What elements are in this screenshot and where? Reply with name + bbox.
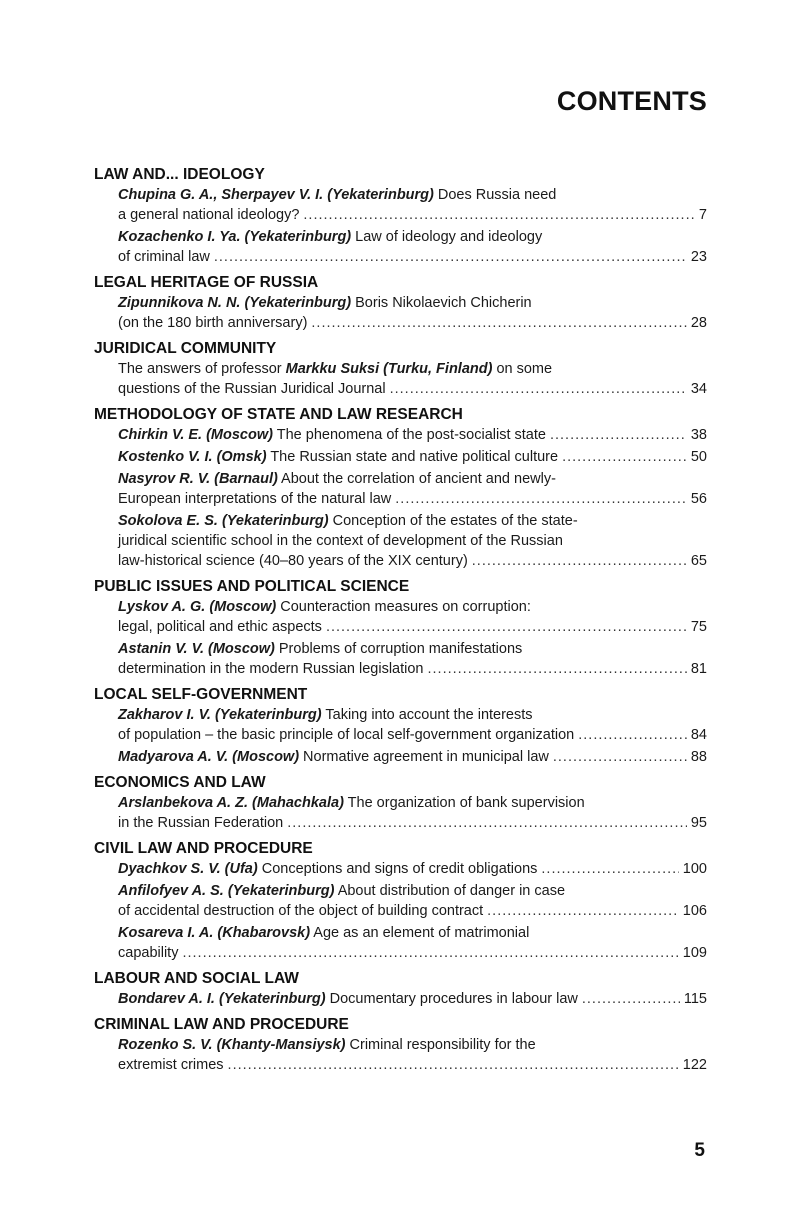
dot-leader [487, 901, 679, 921]
toc-entry [118, 747, 707, 767]
entry-text [118, 1055, 224, 1075]
entry-line [118, 639, 707, 659]
entry-page-number: 23 [690, 249, 707, 265]
section-title: CIVIL LAW AND PROCEDURE [94, 840, 313, 857]
toc-section [94, 577, 707, 679]
entry-title-text: Boris Nikolaevich Chicherin [351, 295, 532, 311]
entry-page-number: 100 [682, 861, 707, 877]
entry-line [118, 205, 707, 225]
entry-author: Madyarova A. V. (Moscow) [118, 749, 300, 765]
entry-page-number: 34 [690, 381, 707, 397]
toc-entry [118, 989, 707, 1009]
dot-leader [228, 1055, 679, 1075]
dot-leader [582, 989, 680, 1009]
entry-author: Kosareva I. A. (Khabarovsk) [118, 925, 311, 941]
entry-author: Astanin V. V. (Moscow) [118, 641, 275, 657]
entry-title-text: Documentary procedures in labour law [325, 991, 578, 1007]
toc-section [94, 405, 707, 571]
entry-page-number: 56 [690, 491, 707, 507]
page-title: CONTENTS [556, 86, 707, 116]
entry-author: Dyachkov S. V. (Ufa) [118, 861, 258, 877]
entry-line [118, 1035, 707, 1055]
dot-leader [326, 617, 687, 637]
entry-title-text: Problems of corruption manifestations [274, 641, 523, 657]
entry-author: Sokolova E. S. (Yekaterinburg) [118, 513, 329, 529]
entry-author: Chupina G. A., Sherpayev V. I. (Yekaterinburg) [118, 187, 434, 203]
entry-title-text: in the Russian Federation [118, 815, 284, 831]
toc-section [94, 969, 707, 1009]
entry-line [118, 293, 707, 313]
toc-section [94, 685, 707, 767]
entry-title-text: juridical scientific school in the context of development of the Russian [118, 533, 563, 549]
entry-text [118, 205, 299, 225]
entry-line [118, 617, 707, 637]
entry-text [118, 747, 549, 767]
entry-title-text: extremist crimes [118, 1057, 224, 1073]
entry-title-text: Does Russia need [433, 187, 557, 203]
entry-page-number: 65 [690, 553, 707, 569]
toc-section [94, 1015, 707, 1075]
entry-line [118, 469, 707, 489]
entry-author: Kostenko V. I. (Omsk) [118, 449, 267, 465]
toc-entry [118, 425, 707, 445]
entry-page-number: 84 [690, 727, 707, 743]
entry-title-text: The organization of bank supervision [343, 795, 585, 811]
dot-leader [550, 425, 687, 445]
toc-section [94, 773, 707, 833]
entry-page-number: 75 [690, 619, 707, 635]
entry-title-text: The Russian state and native political culture [266, 449, 559, 465]
dot-leader [472, 551, 687, 571]
entry-title-text: Conception of the estates of the state- [328, 513, 578, 529]
section-title: JURIDICAL COMMUNITY [94, 340, 277, 357]
entry-line [118, 425, 707, 445]
section-title: PUBLIC ISSUES AND POLITICAL SCIENCE [94, 578, 410, 595]
toc-entry [118, 227, 707, 267]
entry-prefix: The answers of professor [118, 361, 286, 377]
entry-text [118, 989, 578, 1009]
entry-line [118, 923, 707, 943]
dot-leader [562, 447, 687, 467]
entry-text [118, 617, 322, 637]
entry-line [118, 705, 707, 725]
entry-title-text: determination in the modern Russian legislation [118, 661, 424, 677]
toc-entry [118, 447, 707, 467]
entry-text [118, 901, 483, 921]
entry-line [118, 725, 707, 745]
entry-line [118, 447, 707, 467]
entry-author: Anfilofyev A. S. (Yekaterinburg) [118, 883, 335, 899]
entry-title-text: Age as an element of matrimonial [310, 925, 530, 941]
dot-leader [395, 489, 687, 509]
dot-leader [214, 247, 687, 267]
dot-leader [311, 313, 686, 333]
toc-entry [118, 293, 707, 333]
entry-title-text: Law of ideology and ideology [351, 229, 543, 245]
entry-line [118, 313, 707, 333]
entry-text [118, 659, 423, 679]
toc-entry [118, 511, 707, 571]
entry-line [118, 489, 707, 509]
toc-entry [118, 359, 707, 399]
entry-line [118, 531, 707, 551]
toc-entry [118, 705, 707, 745]
entry-text [118, 313, 307, 333]
entry-title-text: a general national ideology? [118, 207, 300, 223]
entry-line [118, 597, 707, 617]
toc-entry [118, 469, 707, 509]
entry-page-number: 88 [690, 749, 707, 765]
entry-title-text: of accidental destruction of the object of building contract [118, 903, 484, 919]
entry-title-text: questions of the Russian Juridical Journal [118, 381, 386, 397]
entry-title-text: capability [118, 945, 179, 961]
section-title: LAW AND... IDEOLOGY [94, 166, 265, 183]
entry-line [118, 379, 707, 399]
entry-page-number: 122 [682, 1057, 707, 1073]
entry-title-text: (on the 180 birth anniversary) [118, 315, 308, 331]
entry-line [118, 859, 707, 879]
entry-line [118, 943, 707, 963]
entry-page-number: 106 [682, 903, 707, 919]
dot-leader [578, 725, 687, 745]
toc-section [94, 273, 707, 333]
dot-leader [390, 379, 687, 399]
section-title: LABOUR AND SOCIAL LAW [94, 970, 299, 987]
entry-title-text: The phenomena of the post-socialist state [272, 427, 546, 443]
entry-page-number: 95 [690, 815, 707, 831]
entry-line [118, 359, 707, 379]
dot-leader [287, 813, 687, 833]
entry-page-number: 38 [690, 427, 707, 443]
toc-entry [118, 639, 707, 679]
entry-title-text: of criminal law [118, 249, 210, 265]
entry-line [118, 747, 707, 767]
section-title: ECONOMICS AND LAW [94, 774, 266, 791]
entry-title-text: of population – the basic principle of local self-government organization [118, 727, 575, 743]
entry-author: Rozenko S. V. (Khanty-Mansiysk) [118, 1037, 346, 1053]
entry-title-text: Criminal responsibility for the [345, 1037, 536, 1053]
entry-title-text: Taking into account the interests [321, 707, 533, 723]
toc-entry [118, 1035, 707, 1075]
entry-title-text: legal, political and ethic aspects [118, 619, 322, 635]
entry-text [118, 725, 574, 745]
section-title: LEGAL HERITAGE OF RUSSIA [94, 274, 319, 291]
entry-line [118, 511, 707, 531]
toc-entry [118, 597, 707, 637]
entry-page-number: 81 [690, 661, 707, 677]
toc-section [94, 839, 707, 963]
entry-line [118, 551, 707, 571]
entry-text [118, 379, 386, 399]
section-title: CRIMINAL LAW AND PROCEDURE [94, 1016, 349, 1033]
toc-entry [118, 185, 707, 225]
entry-text [118, 551, 468, 571]
entry-line [118, 247, 707, 267]
entry-page-number: 109 [682, 945, 707, 961]
entry-text [118, 447, 558, 467]
entry-line [118, 227, 707, 247]
dot-leader [427, 659, 686, 679]
dot-leader [303, 205, 695, 225]
entry-text [118, 247, 210, 267]
toc-entry [118, 793, 707, 833]
entry-title-text: Conceptions and signs of credit obligations [257, 861, 538, 877]
entry-line [118, 1055, 707, 1075]
entry-line [118, 185, 707, 205]
toc-entry [118, 923, 707, 963]
toc-entry [118, 859, 707, 879]
entry-author: Lyskov A. G. (Moscow) [118, 599, 277, 615]
section-title: METHODOLOGY OF STATE AND LAW RESEARCH [94, 406, 463, 423]
page-number: 5 [694, 1140, 705, 1161]
entry-page-number: 115 [683, 991, 707, 1007]
entry-title-text: law-historical science (40–80 years of the XIX century) [118, 553, 468, 569]
entry-page-number: 50 [690, 449, 707, 465]
entry-title-text: About the correlation of ancient and newly- [277, 471, 556, 487]
entry-text [118, 859, 537, 879]
toc-section [94, 339, 707, 399]
entry-title-text: on some [492, 361, 553, 377]
toc-entry [118, 881, 707, 921]
section-title: LOCAL SELF-GOVERNMENT [94, 686, 308, 703]
entry-author: Chirkin V. E. (Moscow) [118, 427, 273, 443]
entry-author: Arslanbekova A. Z. (Mahachkala) [118, 795, 344, 811]
dot-leader [182, 943, 678, 963]
entry-text [118, 489, 391, 509]
entry-title-text: Normative agreement in municipal law [299, 749, 549, 765]
entry-author: Kozachenko I. Ya. (Yekaterinburg) [118, 229, 352, 245]
entry-line [118, 881, 707, 901]
toc-section [94, 165, 707, 267]
table-of-contents [94, 165, 707, 1081]
entry-line [118, 813, 707, 833]
entry-line [118, 793, 707, 813]
dot-leader [541, 859, 678, 879]
entry-title-text: Counteraction measures on corruption: [276, 599, 531, 615]
entry-text [118, 425, 546, 445]
entry-page-number: 7 [698, 207, 707, 223]
entry-line [118, 901, 707, 921]
entry-page-number: 28 [690, 315, 707, 331]
entry-author: Markku Suksi (Turku, Finland) [285, 361, 493, 377]
entry-text [118, 943, 178, 963]
entry-title-text: About distribution of danger in case [334, 883, 566, 899]
dot-leader [553, 747, 687, 767]
entry-title-text: European interpretations of the natural law [118, 491, 392, 507]
entry-line [118, 659, 707, 679]
entry-author: Zakharov I. V. (Yekaterinburg) [118, 707, 322, 723]
entry-author: Bondarev A. I. (Yekaterinburg) [118, 991, 326, 1007]
entry-text [118, 813, 283, 833]
entry-author: Nasyrov R. V. (Barnaul) [118, 471, 278, 487]
entry-line [118, 989, 707, 1009]
entry-author: Zipunnikova N. N. (Yekaterinburg) [118, 295, 352, 311]
